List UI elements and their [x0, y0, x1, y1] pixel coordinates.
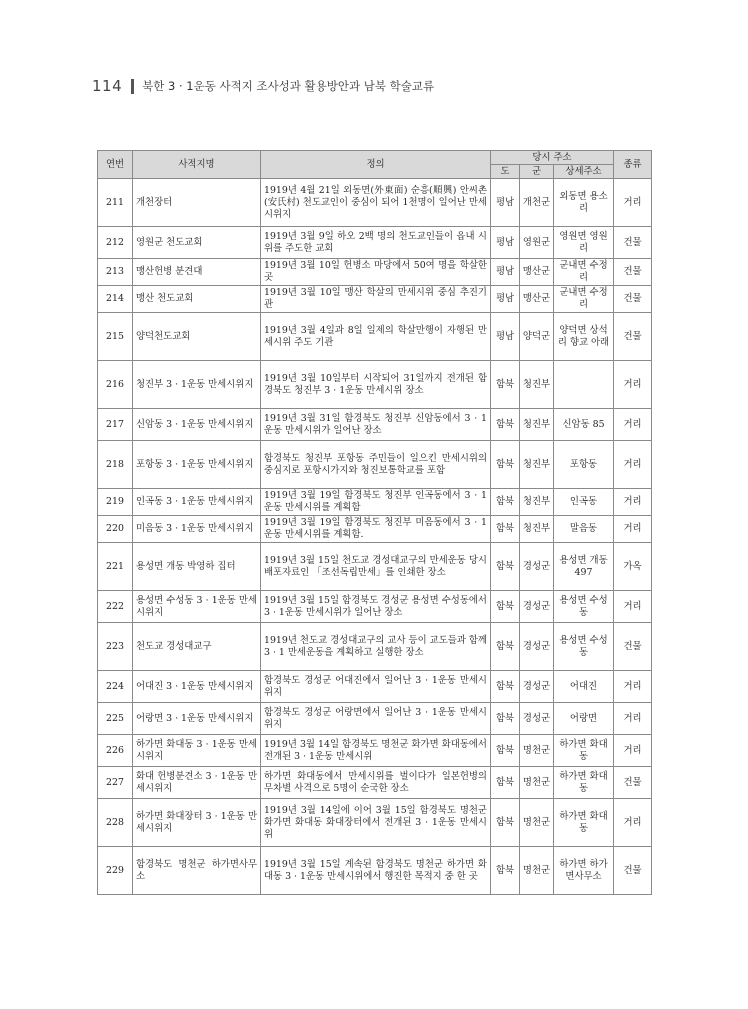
row-number-cell: 223 — [98, 623, 133, 671]
site-name-cell: 신암동 3 · 1운동 만세시위지 — [133, 409, 261, 441]
column-header-address: 상세주소 — [554, 165, 614, 179]
site-type-cell: 거리 — [614, 179, 652, 227]
county-cell: 영원군 — [520, 227, 554, 259]
row-number-cell: 217 — [98, 409, 133, 441]
table-row — [98, 671, 652, 703]
row-number-cell: 221 — [98, 543, 133, 591]
detailed-address-cell: 인곡동 — [554, 489, 614, 516]
site-type-cell: 건물 — [614, 847, 652, 895]
site-name-cell: 포항동 3 · 1운동 만세시위지 — [133, 441, 261, 489]
site-type-cell: 거리 — [614, 735, 652, 767]
site-type-cell: 거리 — [614, 516, 652, 543]
row-number-cell: 218 — [98, 441, 133, 489]
site-type-cell: 거리 — [614, 799, 652, 847]
site-definition-cell: 1919년 3월 19일 함경북도 청진부 미음동에서 3 · 1운동 만세시위를 계획함. — [261, 516, 491, 543]
detailed-address-cell: 어랑면 — [554, 703, 614, 735]
table-row — [98, 286, 652, 313]
detailed-address-cell: 용성면 개동 497 — [554, 543, 614, 591]
province-cell: 함북 — [491, 767, 520, 799]
site-type-cell: 거리 — [614, 441, 652, 489]
table-row — [98, 767, 652, 799]
site-definition-cell: 1919년 3월 10일 맹산 학살의 만세시위 중심 추진기관 — [261, 286, 491, 313]
province-cell: 평남 — [491, 259, 520, 286]
province-cell: 평남 — [491, 286, 520, 313]
county-cell: 청진부 — [520, 409, 554, 441]
county-cell: 맹산군 — [520, 286, 554, 313]
site-name-cell: 청진부 3 · 1운동 만세시위지 — [133, 361, 261, 409]
site-name-cell: 함경북도 명천군 하가면사무소 — [133, 847, 261, 895]
site-definition-cell: 1919년 3월 19일 함경북도 청진부 인곡동에서 3 · 1운동 만세시위를 계획함 — [261, 489, 491, 516]
county-cell: 양덕군 — [520, 313, 554, 361]
county-cell: 경성군 — [520, 591, 554, 623]
table-row — [98, 623, 652, 671]
site-definition-cell: 함경북도 청진부 포항동 주민들이 일으킨 만세시위의 중심지로 포항시가지와 청진보통학교를 포함 — [261, 441, 491, 489]
row-number-cell: 222 — [98, 591, 133, 623]
site-name-cell: 하가면 화대동 3 · 1운동 만세시위지 — [133, 735, 261, 767]
site-definition-cell: 1919년 3월 31일 함경북도 청진부 신암동에서 3 · 1운동 만세시위가 일어난 장소 — [261, 409, 491, 441]
site-type-cell: 거리 — [614, 409, 652, 441]
site-name-cell: 개천장터 — [133, 179, 261, 227]
site-type-cell: 가옥 — [614, 543, 652, 591]
header-divider — [131, 79, 134, 94]
page-header — [92, 74, 434, 98]
table-row — [98, 227, 652, 259]
county-cell: 경성군 — [520, 623, 554, 671]
detailed-address-cell: 하가면 화대동 — [554, 735, 614, 767]
site-type-cell: 건물 — [614, 623, 652, 671]
column-header-do: 도 — [491, 165, 520, 179]
row-number-cell: 216 — [98, 361, 133, 409]
county-cell: 명천군 — [520, 735, 554, 767]
site-definition-cell: 1919년 천도교 경성대교구의 교사 등이 교도들과 함께 3 · 1 만세운동을 계획하고 실행한 장소 — [261, 623, 491, 671]
detailed-address-cell: 하가면 화대동 — [554, 767, 614, 799]
site-type-cell: 거리 — [614, 671, 652, 703]
row-number-cell: 226 — [98, 735, 133, 767]
county-cell: 명천군 — [520, 847, 554, 895]
site-name-cell: 어랑면 3 · 1운동 만세시위지 — [133, 703, 261, 735]
site-type-cell: 건물 — [614, 227, 652, 259]
site-name-cell: 천도교 경성대교구 — [133, 623, 261, 671]
province-cell: 함북 — [491, 409, 520, 441]
site-name-cell: 맹산 천도교회 — [133, 286, 261, 313]
province-cell: 함북 — [491, 671, 520, 703]
row-number-cell: 211 — [98, 179, 133, 227]
column-header-no: 연번 — [98, 151, 133, 179]
detailed-address-cell: 군내면 수정리 — [554, 259, 614, 286]
row-number-cell: 224 — [98, 671, 133, 703]
detailed-address-cell: 영원면 영원리 — [554, 227, 614, 259]
row-number-cell: 212 — [98, 227, 133, 259]
province-cell: 함북 — [491, 703, 520, 735]
site-type-cell: 건물 — [614, 767, 652, 799]
site-type-cell: 거리 — [614, 489, 652, 516]
site-name-cell: 용성면 개동 박영하 집터 — [133, 543, 261, 591]
site-name-cell: 미음동 3 · 1운동 만세시위지 — [133, 516, 261, 543]
county-cell: 명천군 — [520, 799, 554, 847]
province-cell: 함북 — [491, 361, 520, 409]
table-row — [98, 735, 652, 767]
detailed-address-cell: 하가면 하가면사무소 — [554, 847, 614, 895]
county-cell: 청진부 — [520, 489, 554, 516]
site-name-cell: 양덕천도교회 — [133, 313, 261, 361]
site-definition-cell: 1919년 3월 15일 함경북도 경성군 용성면 수성동에서 3 · 1운동 만세시위가 일어난 장소 — [261, 591, 491, 623]
site-type-cell: 건물 — [614, 286, 652, 313]
site-definition-cell: 1919년 3월 15일 천도교 경성대교구의 만세운동 당시 배포자료인 「조선독립만세」를 인쇄한 장소 — [261, 543, 491, 591]
row-number-cell: 220 — [98, 516, 133, 543]
site-name-cell: 하가면 화대장터 3 · 1운동 만세시위지 — [133, 799, 261, 847]
row-number-cell: 213 — [98, 259, 133, 286]
province-cell: 함북 — [491, 516, 520, 543]
site-name-cell: 영원군 천도교회 — [133, 227, 261, 259]
table-row — [98, 361, 652, 409]
table-row — [98, 591, 652, 623]
detailed-address-cell — [554, 361, 614, 409]
site-definition-cell: 1919년 3월 10일부터 시작되어 31일까지 전개된 함경북도 청진부 3 · 1운동 만세시위 장소 — [261, 361, 491, 409]
site-definition-cell: 하가면 화대동에서 만세시위를 벌이다가 일본헌병의 무차별 사격으로 5명이 순국한 장소 — [261, 767, 491, 799]
site-definition-cell: 함경북도 경성군 어대진에서 일어난 3 · 1운동 만세시위지 — [261, 671, 491, 703]
row-number-cell: 229 — [98, 847, 133, 895]
county-cell: 청진부 — [520, 361, 554, 409]
detailed-address-cell: 용성면 수성동 — [554, 623, 614, 671]
table-row — [98, 543, 652, 591]
province-cell: 함북 — [491, 543, 520, 591]
table-header-row — [98, 151, 652, 165]
detailed-address-cell: 말음동 — [554, 516, 614, 543]
row-number-cell: 219 — [98, 489, 133, 516]
table-row — [98, 516, 652, 543]
table-row — [98, 799, 652, 847]
site-definition-cell: 1919년 3월 4일과 8일 일제의 학살만행이 자행된 만세시위 주도 기관 — [261, 313, 491, 361]
county-cell: 경성군 — [520, 671, 554, 703]
site-definition-cell: 함경북도 경성군 어랑면에서 일어난 3 · 1운동 만세시위지 — [261, 703, 491, 735]
province-cell: 함북 — [491, 441, 520, 489]
county-cell: 맹산군 — [520, 259, 554, 286]
detailed-address-cell: 군내면 수정리 — [554, 286, 614, 313]
detailed-address-cell: 포항동 — [554, 441, 614, 489]
column-header-address-group: 당시 주소 — [491, 151, 614, 165]
county-cell: 개천군 — [520, 179, 554, 227]
site-type-cell: 거리 — [614, 361, 652, 409]
site-definition-cell: 1919년 3월 9일 하오 2백 명의 천도교인들이 읍내 시위를 주도한 교회 — [261, 227, 491, 259]
site-definition-cell: 1919년 3월 10일 헌병소 마당에서 50여 명을 학살한 곳 — [261, 259, 491, 286]
table-row — [98, 313, 652, 361]
column-header-name: 사적지명 — [133, 151, 261, 179]
county-cell: 명천군 — [520, 767, 554, 799]
detailed-address-cell: 용성면 수성동 — [554, 591, 614, 623]
site-type-cell: 거리 — [614, 591, 652, 623]
site-type-cell: 건물 — [614, 259, 652, 286]
row-number-cell: 225 — [98, 703, 133, 735]
row-number-cell: 215 — [98, 313, 133, 361]
county-cell: 청진부 — [520, 441, 554, 489]
province-cell: 함북 — [491, 847, 520, 895]
site-definition-cell: 1919년 4월 21일 외동면(外東面) 순흥(順興) 안씨촌(安氏村) 천도교인이 중심이 되어 1천명이 일어난 만세시위지 — [261, 179, 491, 227]
site-name-cell: 인곡동 3 · 1운동 만세시위지 — [133, 489, 261, 516]
column-header-type: 종류 — [614, 151, 652, 179]
province-cell: 함북 — [491, 489, 520, 516]
table-row — [98, 703, 652, 735]
site-name-cell: 맹산헌병 분견대 — [133, 259, 261, 286]
province-cell: 함북 — [491, 735, 520, 767]
site-definition-cell: 1919년 3월 15일 계속된 함경북도 명천군 하가면 화대동 3 · 1운동 만세시위에서 행진한 목적지 중 한 곳 — [261, 847, 491, 895]
table-row — [98, 179, 652, 227]
site-type-cell: 건물 — [614, 313, 652, 361]
site-name-cell: 용성면 수성동 3 · 1운동 만세시위지 — [133, 591, 261, 623]
column-header-definition: 정의 — [261, 151, 491, 179]
row-number-cell: 227 — [98, 767, 133, 799]
province-cell: 함북 — [491, 591, 520, 623]
county-cell: 경성군 — [520, 543, 554, 591]
table-body — [98, 179, 652, 895]
row-number-cell: 214 — [98, 286, 133, 313]
province-cell: 함북 — [491, 623, 520, 671]
table-row — [98, 259, 652, 286]
table-row — [98, 441, 652, 489]
county-cell: 경성군 — [520, 703, 554, 735]
running-title: 북한 3 · 1운동 사적지 조사성과 활용방안과 남북 학술교류 — [142, 79, 435, 93]
province-cell: 평남 — [491, 227, 520, 259]
county-cell: 청진부 — [520, 516, 554, 543]
site-name-cell: 어대진 3 · 1운동 만세시위지 — [133, 671, 261, 703]
province-cell: 평남 — [491, 179, 520, 227]
site-type-cell: 거리 — [614, 703, 652, 735]
site-definition-cell: 1919년 3월 14일에 이어 3월 15일 함경북도 명천군 화가면 화대동 화대장터에서 전개된 3 · 1운동 만세시위 — [261, 799, 491, 847]
page-number: 114 — [92, 77, 123, 95]
table-row — [98, 489, 652, 516]
province-cell: 함북 — [491, 799, 520, 847]
detailed-address-cell: 하가면 화대동 — [554, 799, 614, 847]
table-row — [98, 409, 652, 441]
row-number-cell: 228 — [98, 799, 133, 847]
detailed-address-cell: 양덕면 상석리 향교 아래 — [554, 313, 614, 361]
detailed-address-cell: 신암동 85 — [554, 409, 614, 441]
historic-sites-table — [97, 150, 652, 895]
table-row — [98, 847, 652, 895]
site-name-cell: 화대 헌병분견소 3 · 1운동 만세시위지 — [133, 767, 261, 799]
detailed-address-cell: 외동면 용소리 — [554, 179, 614, 227]
province-cell: 평남 — [491, 313, 520, 361]
column-header-gun: 군 — [520, 165, 554, 179]
detailed-address-cell: 어대진 — [554, 671, 614, 703]
site-definition-cell: 1919년 3월 14일 함경북도 명천군 화가면 화대동에서 전개된 3 · 1운동 만세시위 — [261, 735, 491, 767]
